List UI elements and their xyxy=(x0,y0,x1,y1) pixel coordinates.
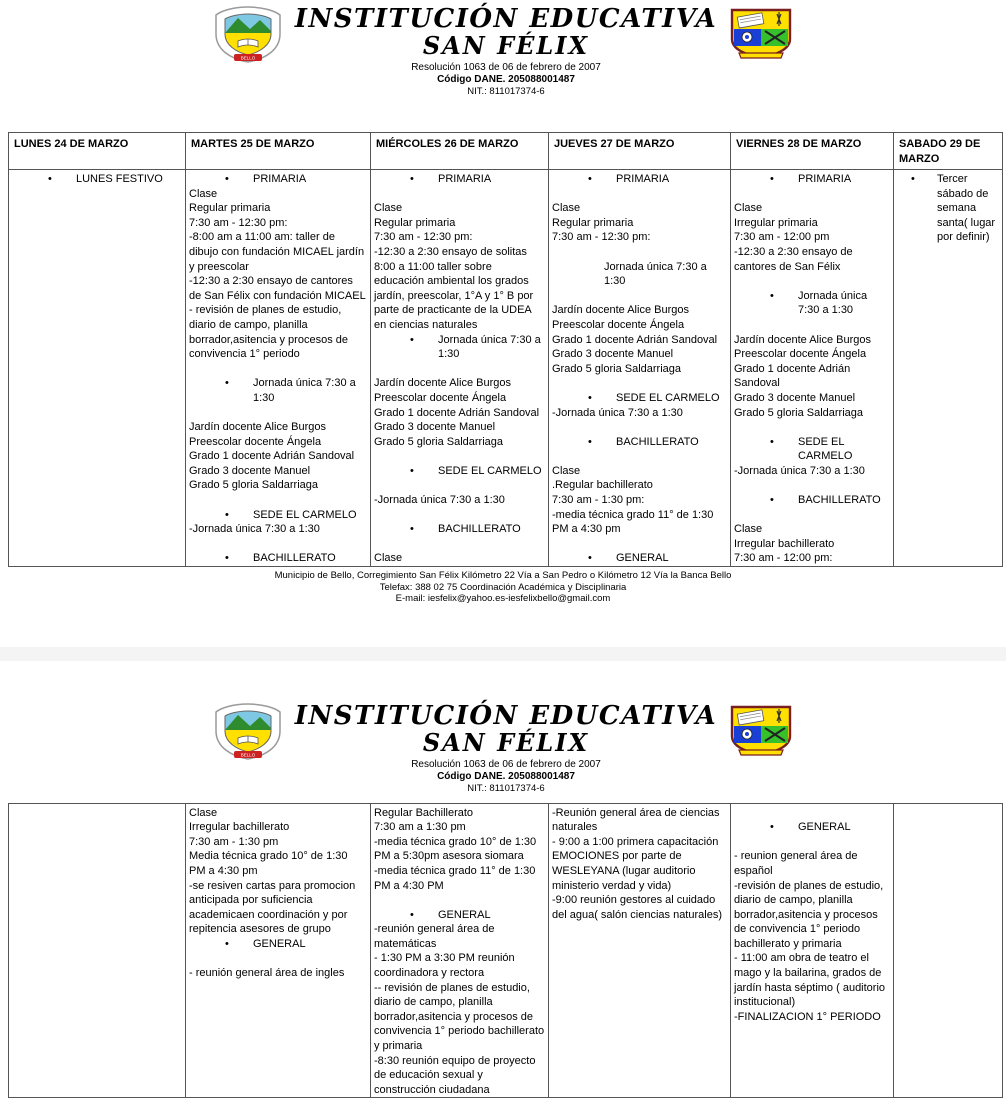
schedule-line: Jardín docente Alice Burgos xyxy=(734,333,871,346)
dane-code-text: Código DANE. 205088001487 xyxy=(437,770,575,782)
schedule-line-text: SEDE EL CARMELO xyxy=(798,435,853,463)
schedule-line-text: PRIMARIA xyxy=(438,173,492,185)
schedule-line: -12:30 a 2:30 ensayo de cantores de San Félix con fundación MICAEL xyxy=(189,275,366,302)
schedule-bullet-line xyxy=(374,464,545,479)
school-crest-left-icon xyxy=(211,703,285,760)
schedule-line: Clase xyxy=(552,464,581,477)
schedule-line: Grado 1 docente Adrián Sandoval xyxy=(552,333,718,346)
schedule-line xyxy=(189,406,367,421)
nit-text: NIT.: 811017374-6 xyxy=(467,782,545,794)
schedule-line: Grado 5 gloria Saldarriaga xyxy=(374,435,504,448)
day-header-miercoles xyxy=(371,133,549,170)
schedule-row-page2 xyxy=(9,803,1003,1098)
bullet-icon: • xyxy=(410,908,414,921)
schedule-line xyxy=(189,951,367,966)
schedule-bullet-line xyxy=(189,376,367,405)
schedule-bullet-line xyxy=(189,551,367,566)
cell-martes-25-cont xyxy=(186,803,371,1098)
schedule-line: Grado 3 docente Manuel xyxy=(374,421,496,434)
schedule-line: Preescolar docente Ángela xyxy=(374,391,507,404)
schedule-line xyxy=(374,893,545,908)
schedule-line: -12:30 a 2:30 ensayo de cantores de San Félix xyxy=(734,245,853,273)
schedule-line: -8:00 am a 11:00 am: taller de dibujo con fundación MICAEL jardín y preescolar xyxy=(189,231,365,273)
cell-lunes-24-cont xyxy=(9,803,186,1098)
schedule-bullet-line xyxy=(734,289,890,318)
bullet-icon: • xyxy=(588,391,592,404)
schedule-line: Grado 1 docente Adrián Sandoval xyxy=(734,362,851,390)
schedule-bullet-line xyxy=(189,937,367,952)
resolution-text: Resolución 1063 de 06 de febrero de 2007 xyxy=(411,62,601,73)
schedule-line: 7:30 am - 1:30 pm xyxy=(189,835,279,848)
schedule-bullet-line xyxy=(374,522,545,537)
schedule-line: -- revisión de planes de estudio, diario de campo, planilla borrador,asitencia y procesos de convivencia 1° periodo bachillerato y primaria xyxy=(374,981,545,1053)
schedule-line: Regular primaria xyxy=(189,202,271,215)
schedule-line xyxy=(552,289,727,304)
schedule-line-text: PRIMARIA xyxy=(798,173,852,185)
schedule-line: Clase xyxy=(552,202,581,215)
schedule-line xyxy=(552,449,727,464)
cell-martes-25 xyxy=(186,170,371,567)
schedule-line: 7:30 am - 12:30 pm: xyxy=(374,231,473,244)
schedule-line xyxy=(374,187,545,202)
schedule-line: Regular primaria xyxy=(374,216,456,229)
schedule-line xyxy=(734,478,890,493)
cell-jueves-27 xyxy=(549,170,731,567)
schedule-line: -reunión general área de matemáticas xyxy=(374,923,495,950)
schedule-line: Grado 5 gloria Saldarriaga xyxy=(734,406,864,419)
schedule-line xyxy=(734,508,890,523)
schedule-line-text: SEDE EL CARMELO xyxy=(253,508,357,521)
footer-address: Municipio de Bello, Corregimiento San Félix Kilómetro 22 Vía a San Pedro o Kilómetro 12 Vía la Banca Bello xyxy=(274,570,732,582)
schedule-line xyxy=(189,362,367,377)
footer-telefax: Telefax: 388 02 75 Coordinación Académica y Disciplinaria xyxy=(379,581,627,593)
schedule-line: - 11:00 am obra de teatro el mago y la bailarina, grados de jardín hasta séptimo ( auditorio institucional) xyxy=(734,952,886,1009)
day-header-martes xyxy=(186,133,371,170)
schedule-line xyxy=(189,493,367,508)
schedule-line: Regular Bachillerato xyxy=(374,806,474,819)
schedule-table-page2 xyxy=(8,803,1003,1098)
schedule-line: Clase xyxy=(374,552,403,565)
schedule-line xyxy=(734,274,890,289)
schedule-line xyxy=(374,449,545,464)
bullet-icon: • xyxy=(410,523,414,536)
schedule-line: Clase xyxy=(734,202,763,215)
schedule-line: Preescolar docente Ángela xyxy=(734,348,867,361)
institution-title-line2: SAN FÉLIX xyxy=(422,31,590,60)
schedule-bullet-line xyxy=(189,172,367,187)
schedule-line xyxy=(374,537,545,552)
bullet-icon: • xyxy=(225,552,229,565)
schedule-line: Grado 1 docente Adrián Sandoval xyxy=(374,406,540,419)
schedule-line: 7:30 am - 12:00 pm xyxy=(734,231,830,244)
schedule-line: -Jornada única 7:30 a 1:30 xyxy=(734,464,865,477)
schedule-line xyxy=(734,806,890,821)
schedule-line-text: GENERAL xyxy=(253,937,306,950)
schedule-line xyxy=(552,537,727,552)
schedule-line-text: Jornada única 7:30 a 1:30 xyxy=(253,377,356,404)
schedule-line: Irregular bachillerato xyxy=(189,821,290,834)
schedule-bullet-line xyxy=(374,908,545,923)
school-crest-right-icon xyxy=(727,6,795,61)
cell-viernes-28-cont xyxy=(731,803,894,1098)
schedule-line: .Regular bachillerato xyxy=(552,479,653,492)
day-header-label: MARTES 25 DE MARZO xyxy=(191,138,315,150)
schedule-line: -revisión de planes de estudio, diario de campo, planilla borrador,asitencia y procesos de convivencia 1° periodo bachillerato y primaria xyxy=(734,879,884,950)
schedule-line-text: Jornada única 7:30 a 1:30 xyxy=(438,333,541,361)
schedule-line xyxy=(734,420,890,435)
schedule-line: -9:00 reunión gestores al cuidado del agua( salón ciencias naturales) xyxy=(552,894,722,921)
cell-miercoles-26 xyxy=(371,170,549,567)
schedule-line: Clase xyxy=(374,202,403,215)
schedule-bullet-line xyxy=(12,172,182,187)
page2-header xyxy=(0,697,1006,795)
bullet-icon: • xyxy=(225,937,229,950)
bullet-icon: • xyxy=(770,435,774,448)
institution-title-line1: INSTITUCIÓN EDUCATIVA xyxy=(294,4,718,34)
schedule-bullet-line xyxy=(897,172,999,245)
schedule-line-text: GENERAL xyxy=(798,821,851,834)
schedule-line-text: BACHILLERATO xyxy=(438,523,521,536)
schedule-line: -Jornada única 7:30 a 1:30 xyxy=(189,523,320,536)
day-header-label: LUNES 24 DE MARZO xyxy=(14,138,129,150)
day-header-jueves xyxy=(549,133,731,170)
schedule-line: Regular primaria xyxy=(552,216,634,229)
cell-viernes-28 xyxy=(731,170,894,567)
page1-header xyxy=(0,0,1006,98)
schedule-line: -Jornada única 7:30 a 1:30 xyxy=(374,494,505,507)
schedule-line: Grado 3 docente Manuel xyxy=(189,464,311,477)
schedule-line-text: PRIMARIA xyxy=(253,173,307,185)
schedule-line: - reunión general área de ingles xyxy=(189,967,345,980)
schedule-bullet-line xyxy=(734,172,890,187)
footer-email: E-mail: iesfelix@yahoo.es-iesfelixbello@gmail.com xyxy=(395,593,611,605)
cell-lunes-24 xyxy=(9,170,186,567)
bullet-icon: • xyxy=(588,435,592,448)
schedule-line: Preescolar docente Ángela xyxy=(189,435,322,448)
schedule-line: Grado 3 docente Manuel xyxy=(552,348,674,361)
schedule-line xyxy=(734,835,890,850)
schedule-line: Grado 3 docente Manuel xyxy=(734,391,856,404)
schedule-line: Media técnica grado 10° de 1:30 PM a 4:30 pm xyxy=(189,850,348,877)
schedule-line: 7:30 am - 12:00 pm: xyxy=(734,552,833,565)
schedule-line: - 1:30 PM a 3:30 PM reunión coordinadora y rectora xyxy=(374,952,515,980)
schedule-line: Preescolar docente Ángela xyxy=(552,318,685,331)
institution-title-line2: SAN FÉLIX xyxy=(422,727,590,757)
schedule-line: -Reunión general área de ciencias naturales xyxy=(552,806,720,834)
schedule-line-text: SEDE EL CARMELO xyxy=(438,464,542,477)
schedule-line xyxy=(374,508,545,523)
schedule-line-text: Jornada única 7:30 a 1:30 xyxy=(798,289,868,317)
schedule-line-text: BACHILLERATO xyxy=(616,435,699,448)
day-header-lunes xyxy=(9,133,186,170)
bullet-icon: • xyxy=(410,173,414,185)
bullet-icon: • xyxy=(48,173,52,185)
schedule-bullet-line xyxy=(734,493,890,508)
bullet-icon: • xyxy=(770,173,774,185)
bullet-icon: • xyxy=(588,173,592,185)
bullet-icon: • xyxy=(770,494,774,507)
cell-miercoles-26-cont xyxy=(371,803,549,1098)
schedule-line: Jardín docente Alice Burgos xyxy=(552,304,689,317)
schedule-line: Irregular bachillerato xyxy=(734,537,835,550)
schedule-line: -media técnica grado 11° de 1:30 PM a 4:30 pm xyxy=(552,508,714,536)
schedule-line-text: GENERAL xyxy=(616,552,669,565)
schedule-line: Irregular primaria xyxy=(734,216,818,229)
day-header-label: JUEVES 27 DE MARZO xyxy=(554,138,675,150)
nit-text: NIT.: 811017374-6 xyxy=(467,86,545,97)
schedule-line: Clase xyxy=(734,523,763,536)
schedule-bullet-line xyxy=(552,551,727,566)
bullet-icon: • xyxy=(410,464,414,477)
schedule-line: -Jornada única 7:30 a 1:30 xyxy=(552,406,683,419)
schedule-line: -media técnica grado 11° de 1:30 PM a 4:30 PM xyxy=(374,864,536,892)
schedule-line xyxy=(189,537,367,552)
schedule-line: -media técnica grado 10° de 1:30 PM a 5:30pm asesora siomara xyxy=(374,835,537,863)
day-header-label: VIERNES 28 DE MARZO xyxy=(736,138,862,150)
school-crest-right-icon xyxy=(727,703,795,758)
bullet-icon: • xyxy=(770,821,774,834)
day-header-sabado xyxy=(894,133,1003,170)
day-header-label: SABADO 29 DE MARZO xyxy=(899,138,981,165)
schedule-row-page1 xyxy=(9,170,1003,567)
schedule-line: 7:30 am - 12:30 pm: xyxy=(189,216,288,229)
bullet-icon: • xyxy=(410,333,414,346)
schedule-bullet-line xyxy=(189,508,367,523)
schedule-line xyxy=(734,318,890,333)
schedule-line xyxy=(552,245,727,260)
schedule-line xyxy=(552,187,727,202)
schedule-line: Clase xyxy=(189,806,218,819)
schedule-line-text: LUNES FESTIVO xyxy=(76,173,163,185)
schedule-bullet-line xyxy=(552,391,727,406)
schedule-line: Grado 1 docente Adrián Sandoval xyxy=(189,450,355,463)
schedule-line: Jornada única 7:30 a 1:30 xyxy=(604,260,707,288)
schedule-line: 8:00 a 11:00 taller sobre educación ambiental los grados jardín, preescolar, 1°A y 1° B por parte de practicante de la UDEA en ciencias naturales xyxy=(374,260,534,331)
schedule-bullet-line xyxy=(374,333,545,362)
bullet-icon: • xyxy=(225,508,229,521)
bullet-icon: • xyxy=(588,552,592,565)
schedule-line-text: GENERAL xyxy=(438,908,491,921)
page1-footer xyxy=(0,570,1006,605)
schedule-line: - revisión de planes de estudio, diario de campo, planilla borrador,asitencia y procesos de convivencia 1° periodo xyxy=(189,304,348,361)
bullet-icon: • xyxy=(911,173,915,185)
resolution-text: Resolución 1063 de 06 de febrero de 2007 xyxy=(411,758,601,770)
day-header-row xyxy=(9,133,1003,170)
schedule-line: 7:30 am - 12:30 pm: xyxy=(552,231,651,244)
schedule-bullet-line xyxy=(552,172,727,187)
schedule-line: -se resiven cartas para promocion anticipada por suficiencia academicaen coordinación y por repitencia asesores de grupo xyxy=(189,879,356,936)
schedule-line: Grado 5 gloria Saldarriaga xyxy=(552,362,682,375)
schedule-line-text: BACHILLERATO xyxy=(798,494,881,507)
schedule-bullet-line xyxy=(734,435,890,464)
bullet-icon: • xyxy=(225,377,229,390)
dane-code-text: Código DANE. 205088001487 xyxy=(437,74,575,85)
schedule-line: - reunion general área de español xyxy=(734,850,858,877)
schedule-line: - 9:00 a 1:00 primera capacitación EMOCIONES por parte de WESLEYANA (lugar auditorio ministerio verdad y vida) xyxy=(552,835,719,892)
day-header-viernes xyxy=(731,133,894,170)
schedule-line: 7:30 am - 1:30 pm: xyxy=(552,494,645,507)
schedule-line: -8:30 reunión equipo de proyecto de educación sexual y construcción ciudadana xyxy=(374,1054,536,1096)
institution-title-block xyxy=(295,6,717,98)
schedule-line: Jardín docente Alice Burgos xyxy=(189,421,326,434)
schedule-table-page1 xyxy=(8,132,1003,567)
schedule-line-text: SEDE EL CARMELO xyxy=(616,391,720,404)
schedule-line-text: PRIMARIA xyxy=(616,173,670,185)
schedule-line xyxy=(552,420,727,435)
schedule-line xyxy=(374,478,545,493)
schedule-line: Grado 5 gloria Saldarriaga xyxy=(189,479,319,492)
schedule-line: -FINALIZACION 1° PERIODO xyxy=(734,1010,881,1023)
schedule-line: Jardín docente Alice Burgos xyxy=(374,377,511,390)
institution-title-block xyxy=(294,700,718,795)
schedule-line-text: BACHILLERATO xyxy=(253,552,336,565)
cell-sabado-29-cont xyxy=(894,803,1003,1098)
schedule-line: -12:30 a 2:30 ensayo de solitas xyxy=(374,245,527,258)
svg-text:BELLO: BELLO xyxy=(240,752,256,758)
schedule-line: 7:30 am a 1:30 pm xyxy=(374,821,466,834)
schedule-line xyxy=(374,362,545,377)
schedule-bullet-line xyxy=(734,820,890,835)
schedule-line-text: Tercer sábado de semana santa( lugar por definir) xyxy=(937,173,996,244)
schedule-bullet-line xyxy=(374,172,545,187)
schedule-line: Clase xyxy=(189,187,218,200)
svg-text:BELLO: BELLO xyxy=(240,55,256,61)
schedule-bullet-line xyxy=(552,435,727,450)
cell-sabado-29 xyxy=(894,170,1003,567)
schedule-line xyxy=(734,187,890,202)
bullet-icon: • xyxy=(225,173,229,185)
school-crest-left-icon xyxy=(211,6,285,63)
page-break-band xyxy=(0,647,1006,661)
schedule-line xyxy=(552,376,727,391)
cell-jueves-27-cont xyxy=(549,803,731,1098)
bullet-icon: • xyxy=(770,289,774,302)
day-header-label: MIÉRCOLES 26 DE MARZO xyxy=(376,138,519,150)
institution-title-line1: INSTITUCIÓN EDUCATIVA xyxy=(294,700,718,731)
